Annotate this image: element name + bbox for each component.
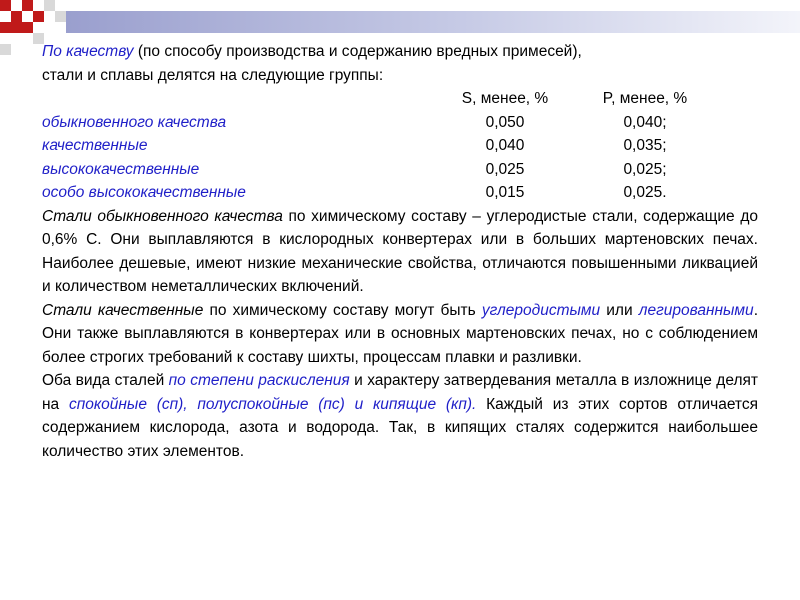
deoxidation-text-2: и характеру затвердевания металла в изложнице делят на bbox=[42, 372, 758, 413]
row-name: особо высококачественные bbox=[42, 184, 246, 201]
row-sulfur: 0,025 bbox=[485, 160, 525, 178]
row-sulfur: 0,050 bbox=[485, 113, 525, 131]
decor-square bbox=[11, 22, 22, 33]
row-phosphorus: 0,035; bbox=[623, 137, 667, 154]
decor-square bbox=[22, 0, 33, 11]
row-name: качественные bbox=[42, 137, 148, 154]
quality-steel-term: Стали качественные bbox=[42, 301, 204, 319]
deoxidation-paragraph bbox=[42, 369, 758, 463]
intro-paragraph bbox=[42, 40, 758, 87]
deoxidation-text-1: Оба вида сталей bbox=[42, 372, 169, 389]
row-phosphorus: 0,025. bbox=[623, 184, 667, 201]
slide-body bbox=[42, 40, 758, 463]
header-phosphorus-label: P, менее, % bbox=[602, 90, 688, 107]
carbon-steel-term: углеродистыми bbox=[481, 301, 601, 319]
row-sulfur: 0,040 bbox=[485, 137, 525, 154]
header-sulfur bbox=[460, 87, 550, 111]
header-gradient-bar bbox=[66, 11, 800, 33]
table-row bbox=[42, 134, 758, 158]
alloyed-steel-term: легированными bbox=[638, 301, 754, 319]
decor-square bbox=[11, 11, 22, 22]
intro-text-2: стали и сплавы делятся на следующие группы: bbox=[42, 66, 384, 84]
decor-square bbox=[44, 0, 55, 11]
header-sulfur-label: S, менее, % bbox=[461, 90, 549, 107]
quality-steel-text-1: по химическому составу могут быть bbox=[203, 301, 482, 319]
decor-square bbox=[0, 22, 11, 33]
decor-square bbox=[22, 22, 33, 33]
deoxidation-text-3: Каждый из этих сортов отличается содержанием кислорода, азота и водорода. Так, в кипящих сталях содержится наибольшее количество этих элементов. bbox=[42, 395, 758, 460]
intro-text: (по способу производства и содержанию вредных примесей), bbox=[133, 43, 582, 60]
quality-steel-text-3: . Они также выплавляются в конвертерах или в основных мартеновских печах, но с соблюдением более строгих требований к составу шихты, процессам плавки и разливки. bbox=[42, 301, 758, 366]
ordinary-steel-text: по химическому составу – углеродистые стали, содержащие до 0,6% С. Они выплавляются в кислородных конвертерах или в больших мартеновских печах. Наиболее дешевые, имеют низкие механические свойства, отличаются повышенными ликвацией и количеством неметаллических включений. bbox=[42, 207, 759, 295]
steel-types-term: спокойные (сп), полуспокойные (пс) и кипящие (кп). bbox=[68, 395, 477, 413]
row-sulfur: 0,015 bbox=[485, 184, 525, 201]
decor-square bbox=[0, 0, 11, 11]
quality-steel-text-2: или bbox=[600, 301, 639, 319]
row-name: обыкновенного качества bbox=[42, 113, 227, 131]
decor-square bbox=[0, 44, 11, 55]
quality-term: По качеству bbox=[42, 43, 134, 60]
row-phosphorus: 0,040; bbox=[623, 113, 667, 131]
table-row bbox=[42, 111, 758, 135]
deoxidation-degree-term: по степени раскисления bbox=[168, 372, 350, 389]
decor-square bbox=[55, 11, 66, 22]
quality-steel-paragraph bbox=[42, 299, 758, 370]
table-header bbox=[42, 87, 758, 111]
decor-square bbox=[33, 11, 44, 22]
table-row bbox=[42, 158, 758, 182]
row-name: высококачественные bbox=[42, 160, 200, 178]
ordinary-steel-term: Стали обыкновенного качества bbox=[42, 207, 283, 225]
table-row bbox=[42, 181, 758, 205]
header-phosphorus bbox=[600, 87, 690, 111]
row-phosphorus: 0,025; bbox=[623, 160, 667, 178]
ordinary-steel-paragraph bbox=[42, 205, 758, 299]
